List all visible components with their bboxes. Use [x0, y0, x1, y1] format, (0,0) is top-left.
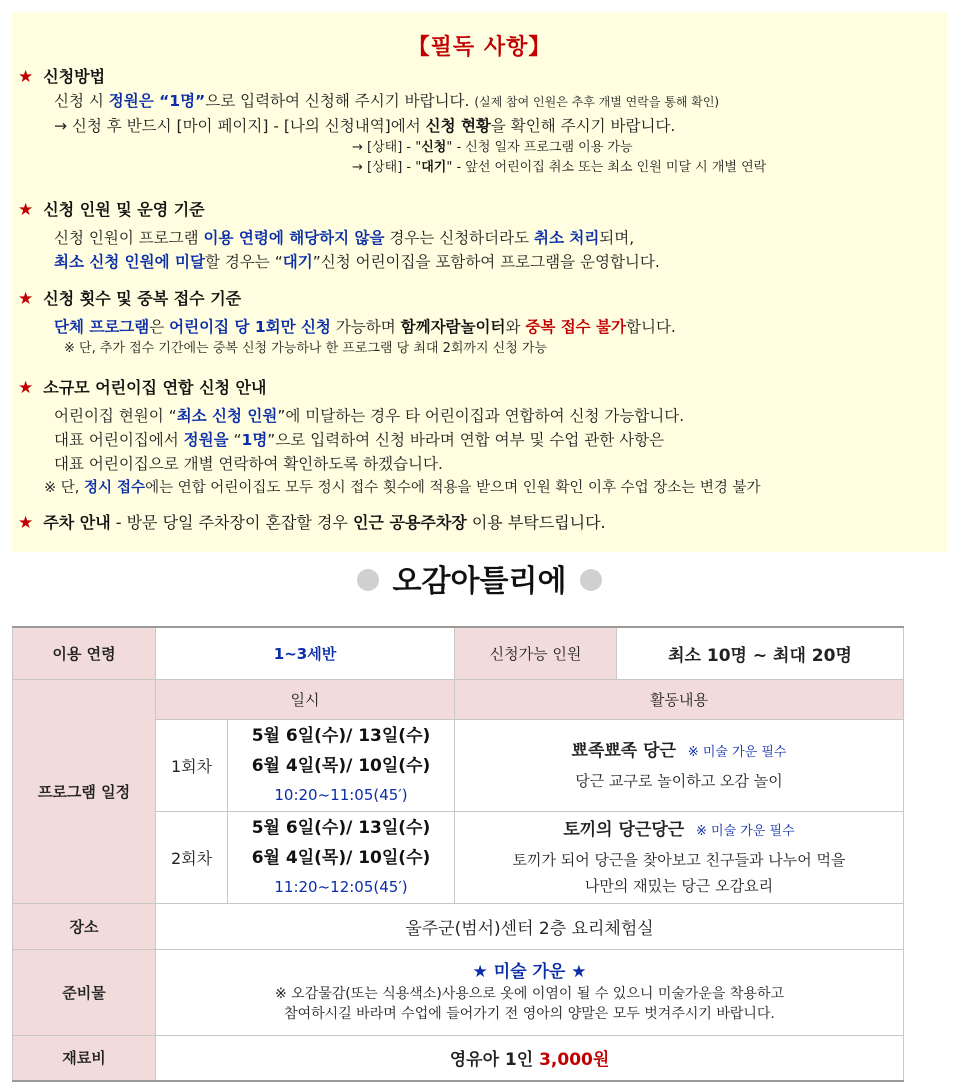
- notice-title: 【필독 사항】: [407, 35, 552, 60]
- activity-title: 뾰족뾰족 당근: [571, 741, 676, 761]
- bullet-dot-icon: [580, 569, 602, 591]
- table-row: [13, 903, 904, 949]
- fee-label: 재료비: [13, 1035, 156, 1081]
- table-row: [13, 627, 904, 679]
- session-dates: 5월 6일(수)/ 13일(수) 6월 4일(목)/ 10일(수) 10:20~11:05(45′): [228, 719, 455, 811]
- table-row: [13, 679, 904, 719]
- place-label: 장소: [13, 903, 156, 949]
- activity-note: ※ 미술 가운 필수: [696, 824, 795, 839]
- program-table: [12, 626, 904, 1082]
- round-label: 2회차: [156, 811, 228, 903]
- age-value: 1~3세반: [156, 627, 455, 679]
- prep-value: [156, 949, 904, 1035]
- round-label: 1회차: [156, 719, 228, 811]
- age-label: 이용 연령: [13, 627, 156, 679]
- program-title: 오감아틀리에: [0, 560, 959, 604]
- col-header-datetime: 일시: [156, 679, 455, 719]
- text-line: 신청 시 정원은 “1명”으로 입력하여 신청해 주시기 바랍니다. (실제 참여 인원은 추후 개별 연락을 통해 확인): [54, 92, 720, 110]
- star-icon: ★: [18, 200, 34, 220]
- text-line: 단체 프로그램은 어린이집 당 1회만 신청 가능하며 함께자람놀이터와 중복 접수 불가합니다.: [54, 318, 676, 336]
- star-icon: ★: [18, 513, 34, 533]
- text-line: ※ 단, 추가 접수 기간에는 중복 신청 가능하나 한 프로그램 당 최대 2회까지 신청 가능: [64, 341, 548, 356]
- section-heading: 신청 인원 및 운영 기준: [43, 200, 205, 219]
- place-value: 울주군(범서)센터 2층 요리체험실: [156, 903, 904, 949]
- prep-note: 참여하시길 바라며 수업에 들어가기 전 영아의 양말은 모두 벗겨주시기 바랍니다.: [284, 1006, 775, 1022]
- session-activity: [455, 811, 904, 903]
- activity-desc: 나만의 재밌는 당근 오감요리: [584, 877, 774, 895]
- text-line: 어린이집 현원이 “최소 신청 인원”에 미달하는 경우 타 어린이집과 연합하여 신청 가능합니다.: [54, 407, 685, 425]
- schedule-label: 프로그램 일정: [13, 679, 156, 903]
- section-parking: ★ 주차 안내 - 방문 당일 주차장이 혼잡할 경우 인근 공용주차장 이용 부탁드립니다.: [18, 513, 606, 533]
- capacity-value: 최소 10명 ~ 최대 20명: [617, 627, 904, 679]
- section-operation-criteria: [18, 198, 937, 274]
- text-line: 대표 어린이집으로 개별 연락하여 확인하도록 하겠습니다.: [54, 455, 443, 473]
- section-heading: 소규모 어린이집 연합 신청 안내: [43, 378, 267, 397]
- section-heading: 신청 횟수 및 중복 접수 기준: [43, 289, 242, 308]
- text-line: 최소 신청 인원에 미달할 경우는 “대기”신청 어린이집을 포함하여 프로그램을 운영합니다.: [54, 253, 660, 271]
- bullet-dot-icon: [357, 569, 379, 591]
- prep-note: ※ 오감물감(또는 식용색소)사용으로 옷에 이염이 될 수 있으니 미술가운을 착용하고: [275, 986, 784, 1002]
- activity-note: ※ 미술 가운 필수: [687, 745, 787, 760]
- text-line: 대표 어린이집에서 정원을 “1명”으로 입력하여 신청 바라며 연합 여부 및 수업 관한 사항은: [54, 431, 665, 449]
- section-heading: 신청방법: [43, 67, 106, 86]
- activity-desc: 토끼가 되어 당근을 찾아보고 친구들과 나누어 먹을: [512, 851, 846, 869]
- capacity-label: 신청가능 인원: [455, 627, 617, 679]
- activity-title: 토끼의 당근당근: [563, 820, 685, 840]
- session-dates: 5월 6일(수)/ 13일(수) 6월 4일(목)/ 10일(수) 11:20~12:05(45′): [228, 811, 455, 903]
- activity-desc: 당근 교구로 놀이하고 오감 놀이: [575, 772, 783, 790]
- table-row: [13, 1035, 904, 1081]
- text-line: → [상태] - "신청" - 신청 일자 프로그램 이용 가능: [352, 140, 633, 155]
- col-header-activity: 활동내용: [455, 679, 904, 719]
- session-activity: [455, 719, 904, 811]
- text-line: ※ 단, 정시 접수에는 연합 어린이집도 모두 정시 접수 횟수에 적용을 받으며 인원 확인 이후 수업 장소는 변경 불가: [44, 480, 761, 496]
- text-line: → [상태] - "대기" - 앞선 어린이집 취소 또는 최소 인원 미달 시 개별 연락: [352, 160, 767, 175]
- section-small-daycare: [18, 376, 937, 500]
- section-duplicate-criteria: [18, 287, 937, 359]
- prep-title: ★ 미술 가운 ★: [472, 962, 587, 982]
- star-icon: ★: [18, 378, 34, 398]
- prep-label: 준비물: [13, 949, 156, 1035]
- fee-price: 3,000원: [539, 1050, 610, 1071]
- section-application-method: [18, 65, 937, 178]
- star-icon: ★: [18, 67, 34, 87]
- section-heading: 주차 안내: [43, 513, 111, 532]
- fee-value: 영유아 1인 3,000원: [156, 1035, 904, 1081]
- text-line: → 신청 후 반드시 [마이 페이지] - [나의 신청내역]에서 신청 현황을 확인해 주시기 바랍니다.: [54, 117, 676, 135]
- star-icon: ★: [18, 289, 34, 309]
- text-line: 신청 인원이 프로그램 이용 연령에 해당하지 않을 경우는 신청하더라도 취소 처리되며,: [54, 229, 635, 247]
- notice-box: [12, 12, 947, 552]
- table-row: [13, 949, 904, 1035]
